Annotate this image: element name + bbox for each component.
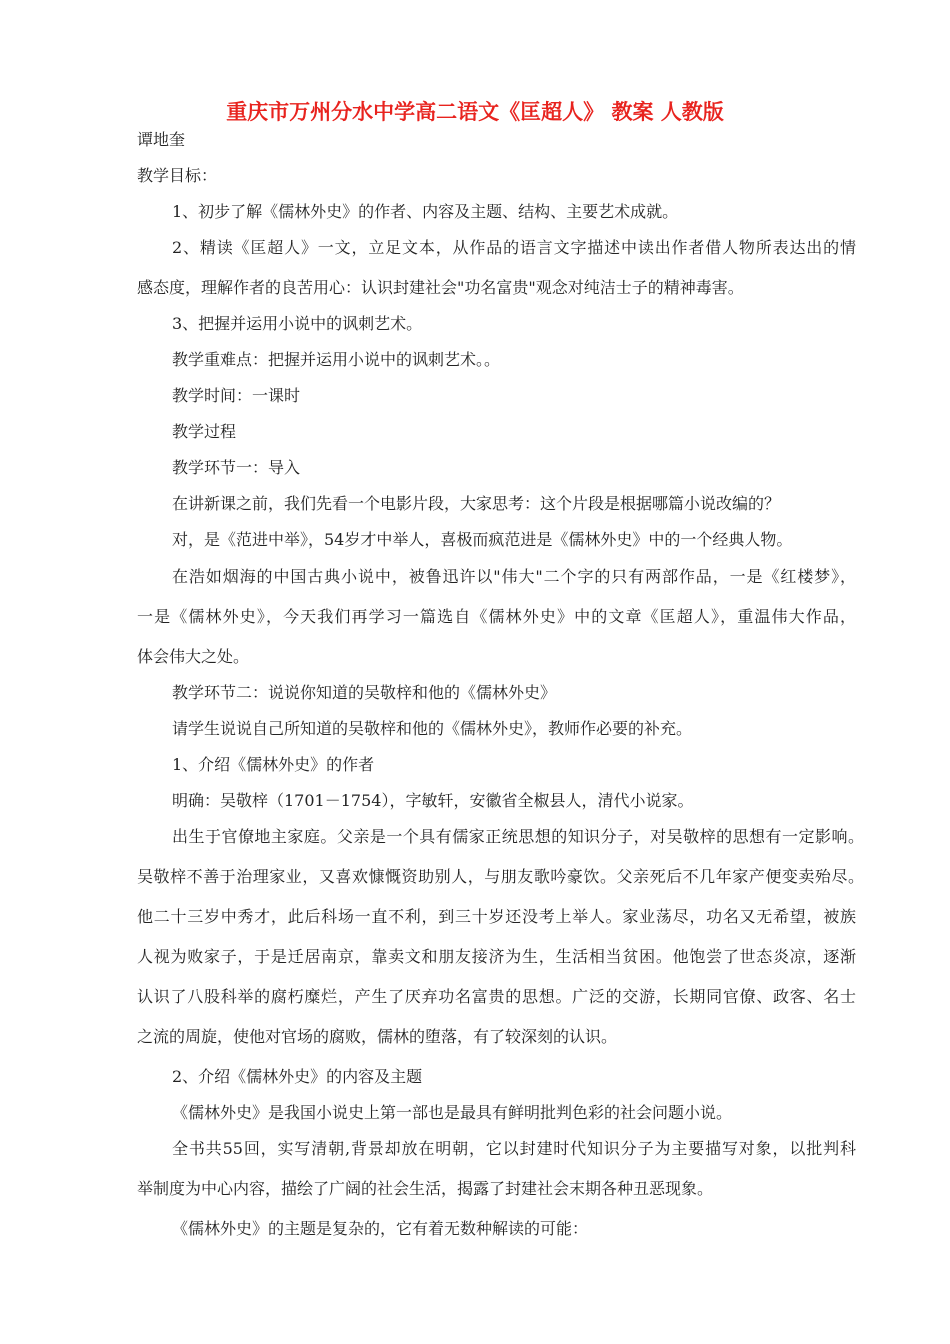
paragraph-line: 3、把握并运用小说中的讽刺艺术。 bbox=[172, 314, 423, 333]
paragraph-line: 在讲新课之前，我们先看一个电影片段，大家思考：这个片段是根据哪篇小说改编的？ bbox=[172, 494, 781, 513]
paragraph-line: 教学时间：一课时 bbox=[172, 386, 301, 405]
paragraph-line: 1、介绍《儒林外史》的作者 bbox=[172, 755, 375, 774]
author-name: 谭地奎 bbox=[137, 130, 186, 149]
paragraph-line: 举制度为中心内容，描绘了广阔的社会生活，揭露了封建社会末期各种丑恶现象。 bbox=[137, 1179, 714, 1198]
paragraph-line: 全书共55回，实写清朝,背景却放在明朝，它以封建时代知识分子为主要描写对象，以批判科 bbox=[172, 1139, 856, 1158]
paragraph-line: 吴敬梓不善于治理家业，又喜欢慷慨资助别人，与朋友歌吟豪饮。父亲死后不几年家产便变卖殆尽。 bbox=[137, 867, 864, 886]
paragraph-line: 出生于官僚地主家庭。父亲是一个具有儒家正统思想的知识分子，对吴敬梓的思想有一定影响。 bbox=[172, 827, 864, 846]
paragraph-line: 教学目标： bbox=[137, 166, 218, 185]
paragraph-line: 1、初步了解《儒林外史》的作者、内容及主题、结构、主要艺术成就。 bbox=[172, 202, 679, 221]
paragraph-line: 请学生说说自己所知道的吴敬梓和他的《儒林外史》，教师作必要的补充。 bbox=[172, 719, 693, 738]
paragraph-line: 教学环节二：说说你知道的吴敬梓和他的《儒林外史》 bbox=[172, 683, 557, 702]
paragraph-line: 人视为败家子，于是迁居南京，靠卖文和朋友接济为生，生活相当贫困。他饱尝了世态炎凉，逐渐 bbox=[137, 947, 856, 966]
paragraph-line: 体会伟大之处。 bbox=[137, 647, 250, 666]
paragraph-line: 《儒林外史》是我国小说史上第一部也是最具有鲜明批判色彩的社会问题小说。 bbox=[172, 1103, 733, 1122]
paragraph-line: 2、介绍《儒林外史》的内容及主题 bbox=[172, 1067, 423, 1086]
paragraph-line: 2、精读《匡超人》一文，立足文本，从作品的语言文字描述中读出作者借人物所表达出的情 bbox=[172, 238, 856, 257]
paragraph-line: 在浩如烟海的中国古典小说中，被鲁迅许以"伟大"二个字的只有两部作品，一是《红楼梦》， bbox=[172, 567, 856, 586]
paragraph-line: 一是《儒林外史》，今天我们再学习一篇选自《儒林外史》中的文章《匡超人》，重温伟大作品， bbox=[137, 607, 856, 626]
paragraph-line: 他二十三岁中秀才，此后科场一直不利，到三十岁还没考上举人。家业荡尽，功名又无希望，被族 bbox=[137, 907, 856, 926]
paragraph-line: 明确：吴敬梓（1701－1754），字敏轩，安徽省全椒县人，清代小说家。 bbox=[172, 791, 694, 810]
paragraph-line: 感态度，理解作者的良苦用心：认识封建社会"功名富贵"观念对纯洁士子的精神毒害。 bbox=[137, 278, 744, 297]
paragraph-line: 教学环节一：导入 bbox=[172, 458, 301, 477]
document-title: 重庆市万州分水中学高二语文《匡超人》 教案 人教版 bbox=[226, 100, 724, 124]
paragraph-line: 教学过程 bbox=[172, 422, 237, 441]
paragraph-line: 对，是《范进中举》，54岁才中举人，喜极而疯范进是《儒林外史》中的一个经典人物。 bbox=[172, 530, 793, 549]
paragraph-line: 教学重难点：把握并运用小说中的讽刺艺术。。 bbox=[172, 350, 501, 369]
paragraph-line: 之流的周旋，使他对官场的腐败，儒林的堕落，有了较深刻的认识。 bbox=[137, 1027, 618, 1046]
paragraph-line: 认识了八股科举的腐朽糜烂，产生了厌弃功名富贵的思想。广泛的交游，长期同官僚、政客、名士 bbox=[137, 987, 856, 1006]
paragraph-line: 《儒林外史》的主题是复杂的，它有着无数种解读的可能： bbox=[172, 1219, 589, 1238]
